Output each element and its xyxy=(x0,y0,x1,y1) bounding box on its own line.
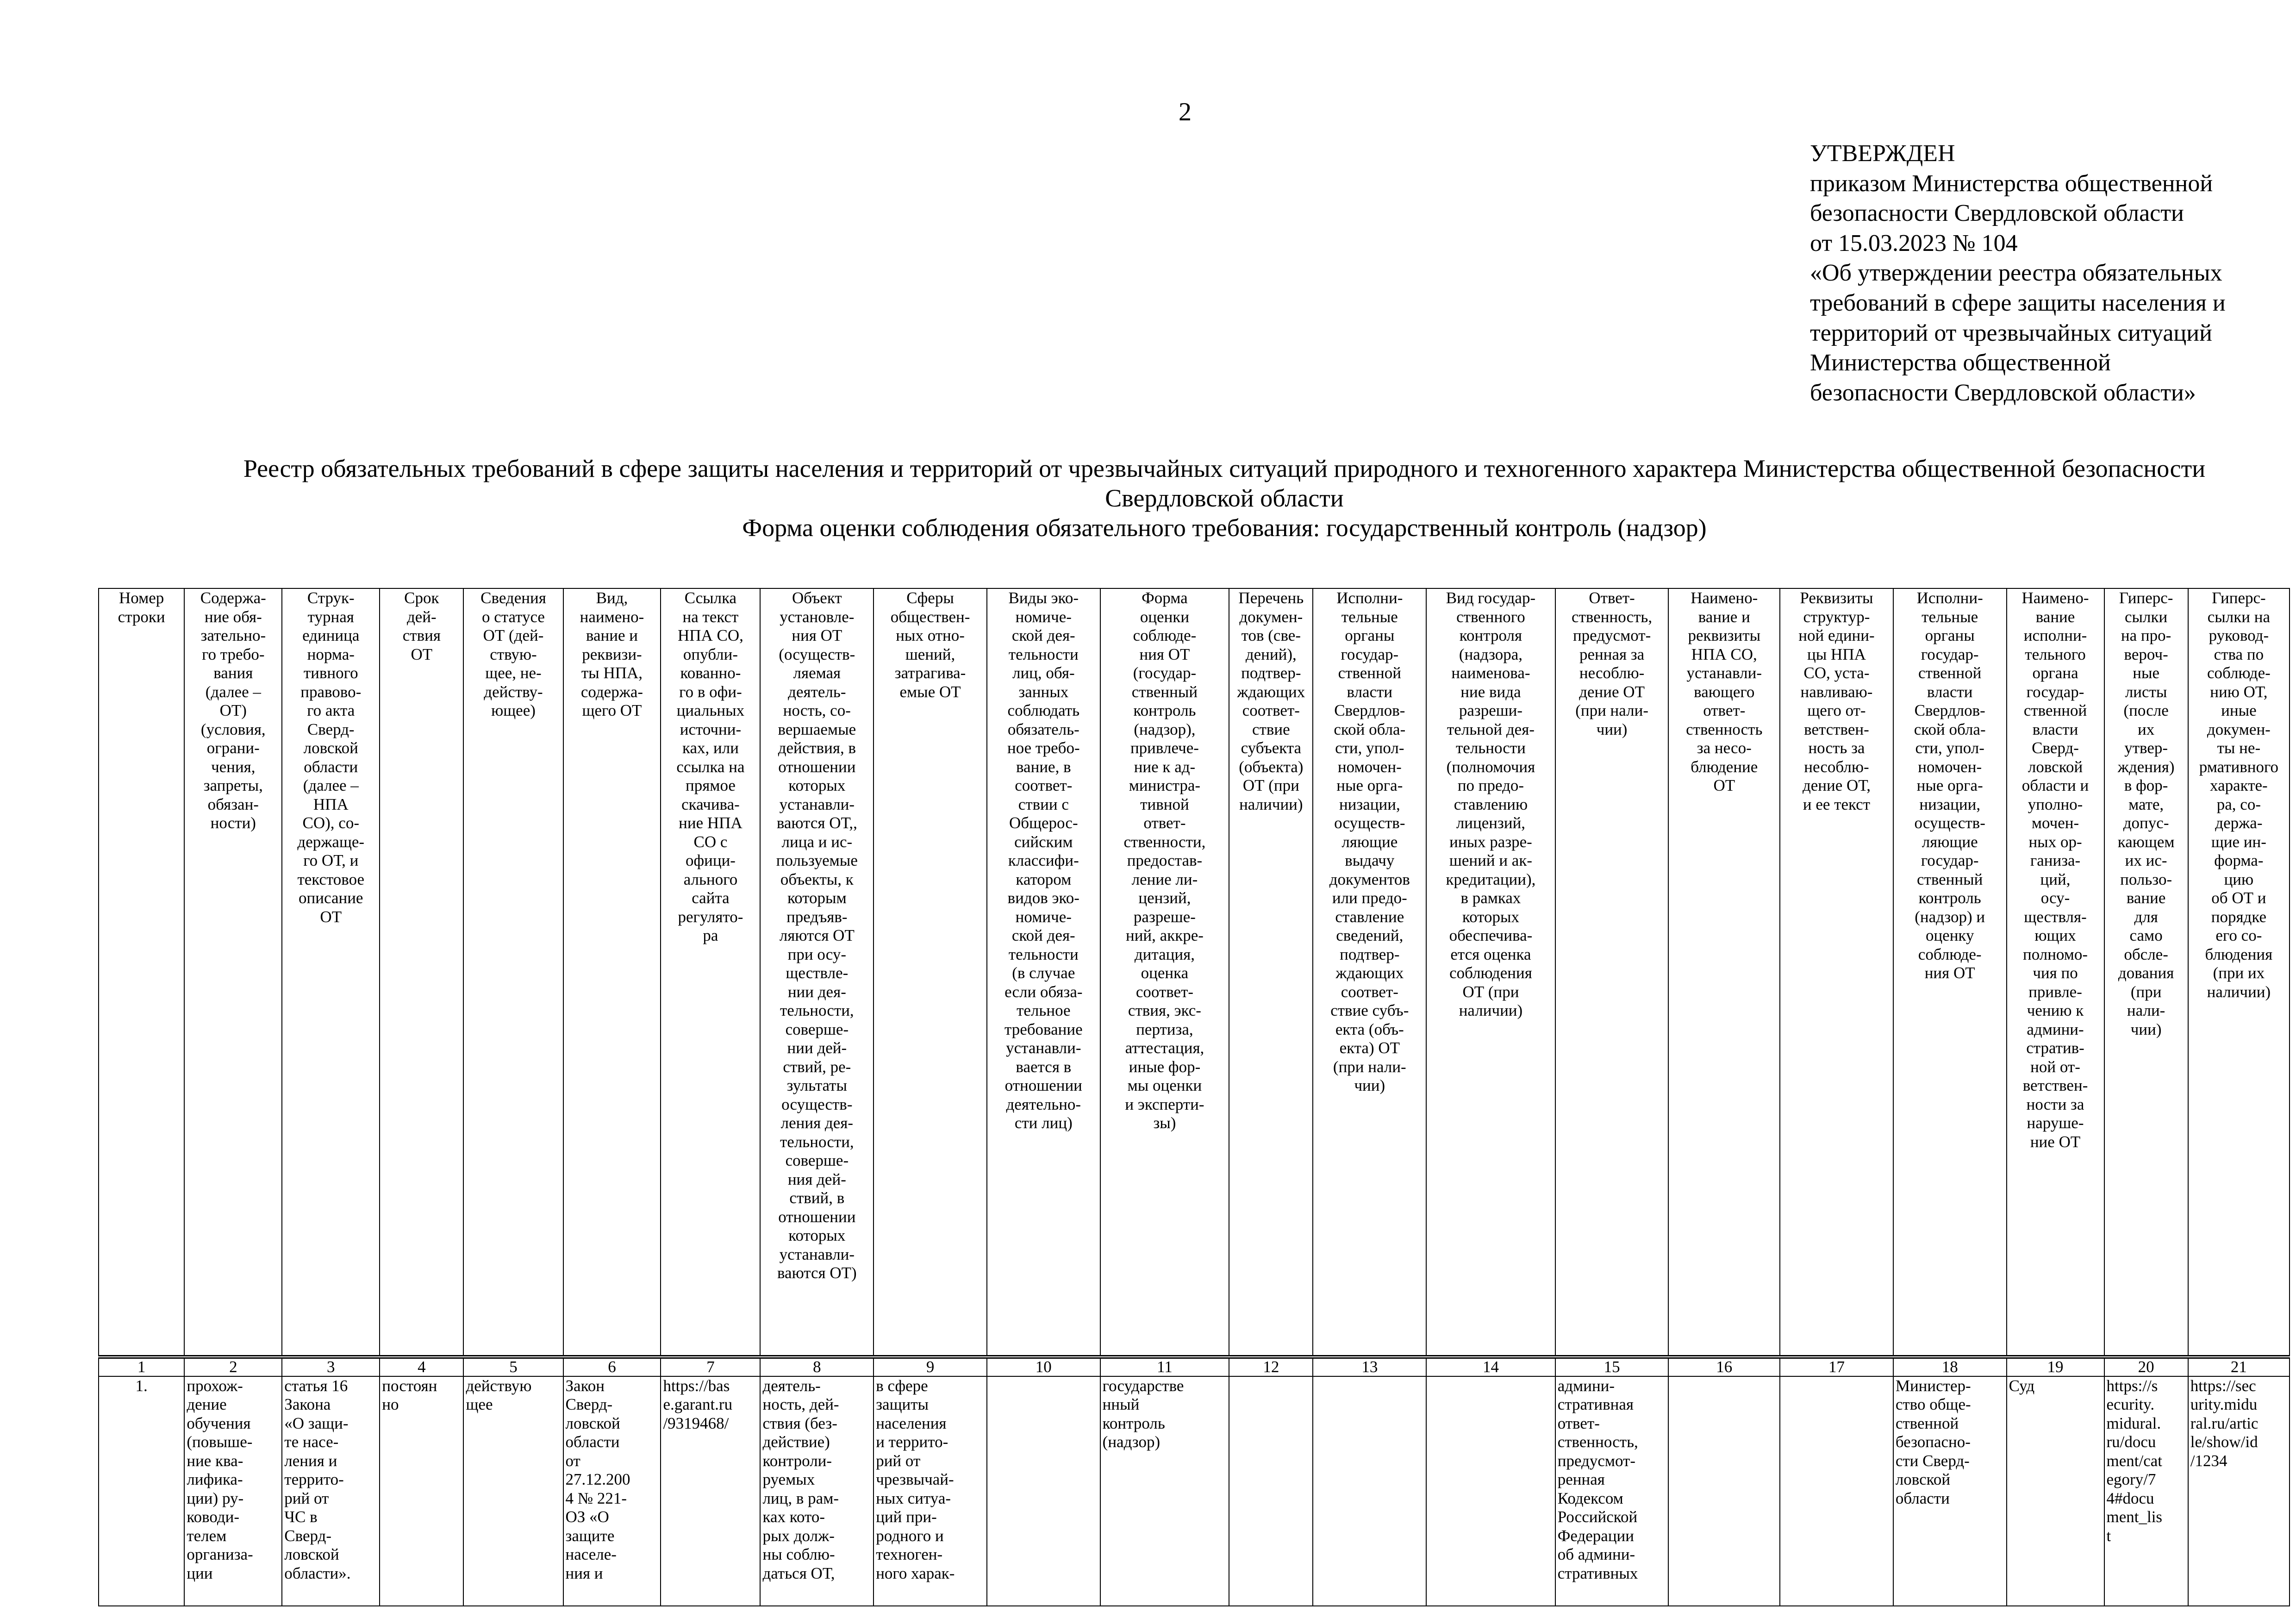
column-number: 7 xyxy=(661,1357,760,1376)
table-cell: статья 16 Закона «О защи- те насе- ления и террито- рий от ЧС в Сверд- ловской области». xyxy=(282,1376,380,1606)
column-header: Вид государ- ственного контроля (надзора, наименова- ние вида разреши- тельной дея- тельности (полномочия по предо- ставлению лицензий, иных разре- шений и ак- кредитации), в рамках которых обеспечива- ется оценка соблюдения ОТ (при наличии) xyxy=(1426,588,1555,1357)
approval-line: от 15.03.2023 № 104 xyxy=(1810,230,2018,256)
column-header: Номер строки xyxy=(99,588,184,1357)
table-cell xyxy=(1426,1376,1555,1606)
approval-line: УТВЕРЖДЕН xyxy=(1810,140,1955,167)
column-header: Перечень докумен- тов (све- дений), подтвер- ждающих соответ- ствие субъекта (объекта) ОТ (при наличии) xyxy=(1229,588,1313,1357)
column-number: 14 xyxy=(1426,1357,1555,1376)
column-number: 2 xyxy=(184,1357,282,1376)
title-line: Свердловской области xyxy=(1105,484,1344,512)
table-cell: прохож- дение обучения (повыше- ние ква- лифика- ции) ру- ководи- телем организа- ции xyxy=(184,1376,282,1606)
table-cell: 1. xyxy=(99,1376,184,1606)
column-header: Виды эко- номиче- ской дея- тельности лиц, обя- занных соблюдать обязатель- ное требо- вание, в соответ- ствии с Общерос- сийским классифи- катором видов эко- номиче- ской дея- тельности (в случае если обяза- тельное требование устанавли- вается в отношении деятельно- сти лиц) xyxy=(987,588,1100,1357)
table-cell: Министер- ство обще- ственной безопасно- сти Сверд- ловской области xyxy=(1893,1376,2007,1606)
column-number: 19 xyxy=(2007,1357,2104,1376)
guidance-link[interactable]: https://sec urity.midu ral.ru/artic le/show/id /1234 xyxy=(2188,1376,2290,1606)
approval-line: требований в сфере защиты населения и xyxy=(1810,289,2226,316)
table-cell: Суд xyxy=(2007,1376,2104,1606)
column-number: 21 xyxy=(2188,1357,2290,1376)
form-title: Форма оценки соблюдения обязательного требования: государственный контроль (надзор) xyxy=(742,514,1707,542)
table-cell: в сфере защиты населения и террито- рий от чрезвычай- ных ситуа- ций при- родного и техноген- ного харак- xyxy=(873,1376,987,1606)
column-header: Наимено- вание исполни- тельного органа государ- ственной власти Сверд- ловской области и уполно- мочен- ных ор- ганиза- ций, осу- ществля- ющих полномо- чия по привле- чению к админи- стратив- ной от- ветствен- ности за наруше- ние ОТ xyxy=(2007,588,2104,1357)
document-title xyxy=(102,454,2296,543)
approval-line: «Об утверждении реестра обязательных xyxy=(1810,260,2222,287)
approval-line: приказом Министерства общественной xyxy=(1810,170,2213,197)
column-header: Форма оценки соблюде- ния ОТ (государ- ственный контроль (надзор), привлече- ние к ад- министра- тивной ответ- ственности, предостав- ление ли- цензий, разреше- ний, аккре- дитация, оценка соответ- ствия, экс- пертиза, аттестация, иные фор- мы оценки и эксперти- зы) xyxy=(1100,588,1229,1357)
column-header: Сферы обществен- ных отно- шений, затрагива- емые ОТ xyxy=(873,588,987,1357)
checklist-link[interactable]: https://s ecurity. midural. ru/docu ment/cat egory/7 4#docu ment_lis t xyxy=(2104,1376,2188,1606)
column-number: 6 xyxy=(563,1357,661,1376)
column-header: Ответ- ственность, предусмот- ренная за несоблю- дение ОТ (при нали- чии) xyxy=(1555,588,1669,1357)
column-header: Исполни- тельные органы государ- ственной власти Свердлов- ской обла- сти, упол- номочен- ные орга- низации, осуществ- ляющие выдачу документов или предо- ставление сведений, подтвер- ждающих соответ- ствие субъ- екта (объ- екта) ОТ (при нали- чии) xyxy=(1313,588,1426,1357)
approval-line: безопасности Свердловской области xyxy=(1810,200,2184,227)
column-number: 17 xyxy=(1780,1357,1893,1376)
page-number: 2 xyxy=(1179,98,1192,126)
npa-link[interactable]: https://bas e.garant.ru /9319468/ xyxy=(661,1376,760,1606)
column-number: 3 xyxy=(282,1357,380,1376)
column-number: 20 xyxy=(2104,1357,2188,1376)
column-number: 18 xyxy=(1893,1357,2007,1376)
column-header: Струк- турная единица норма- тивного правово- го акта Сверд- ловской области (далее – НПА СО), со- держаще- го ОТ, и текстовое описание ОТ xyxy=(282,588,380,1357)
table-cell xyxy=(1313,1376,1426,1606)
column-number: 13 xyxy=(1313,1357,1426,1376)
table-cell xyxy=(1229,1376,1313,1606)
column-header: Наимено- вание и реквизиты НПА СО, устанавли- вающего ответ- ственность за несо- блюдение ОТ xyxy=(1668,588,1780,1357)
column-number: 10 xyxy=(987,1357,1100,1376)
column-number: 9 xyxy=(873,1357,987,1376)
table-cell xyxy=(1668,1376,1780,1606)
table-row xyxy=(99,1376,2290,1606)
table-cell: постоян но xyxy=(380,1376,463,1606)
column-header: Ссылка на текст НПА СО, опубли- кованно- го в офи- циальных источни- ках, или ссылка на прямое скачива- ние НПА СО с офици- ального сайта регулято- ра xyxy=(661,588,760,1357)
column-header: Сведения о статусе ОТ (дей- ствую- щее, не- действу- ющее) xyxy=(463,588,563,1357)
approval-line: территорий от чрезвычайных ситуаций xyxy=(1810,319,2212,346)
column-number: 4 xyxy=(380,1357,463,1376)
table-header-row xyxy=(99,588,2290,1357)
registry-table xyxy=(98,588,2290,1606)
column-header: Гиперс- сылки на про- вероч- ные листы (после их утвер- ждения) в фор- мате, допус- кающем их ис- пользо- вание для само обсле- дования (при нали- чии) xyxy=(2104,588,2188,1357)
table-cell: государстве нный контроль (надзор) xyxy=(1100,1376,1229,1606)
column-number: 5 xyxy=(463,1357,563,1376)
column-number: 11 xyxy=(1100,1357,1229,1376)
approval-stamp xyxy=(1810,139,2291,408)
column-number: 1 xyxy=(99,1357,184,1376)
table-cell: админи- стративная ответ- ственность, предусмот- ренная Кодексом Российской Федерации об админи- стративных xyxy=(1555,1376,1669,1606)
column-number-row xyxy=(99,1357,2290,1376)
approval-line: безопасности Свердловской области» xyxy=(1810,379,2196,406)
column-number: 12 xyxy=(1229,1357,1313,1376)
column-header: Вид, наимено- вание и реквизи- ты НПА, содержа- щего ОТ xyxy=(563,588,661,1357)
column-header: Объект установле- ния ОТ (осуществ- ляемая деятель- ность, со- вершаемые действия, в отношении которых устанавли- ваются ОТ,, лица и ис- пользуемые объекты, к которым предъяв- ляются ОТ при осу- ществле- нии дея- тельности, соверше- нии дей- ствий, ре- зультаты осуществ- ления дея- тельности, соверше- ния дей- ствий, в отношении которых устанавли- ваются ОТ) xyxy=(760,588,873,1357)
table-cell: деятель- ность, дей- ствия (без- действие) контроли- руемых лиц, в рам- ках кото- рых долж- ны соблю- даться ОТ, xyxy=(760,1376,873,1606)
column-header: Содержа- ние обя- зательно- го требо- вания (далее – ОТ) (условия, ограни- чения, запреты, обязан- ности) xyxy=(184,588,282,1357)
title-line: Реестр обязательных требований в сфере защиты населения и территорий от чрезвычайных ситуаций природного и техногенного характера Министерства общественной безопасности xyxy=(243,455,2206,482)
column-header: Гиперс- сылки на руковод- ства по соблюде- нию ОТ, иные докумен- ты не- рмативного характе- ра, со- держа- щие ин- форма- цию об ОТ и порядке его со- блюдения (при их наличии) xyxy=(2188,588,2290,1357)
table-cell xyxy=(987,1376,1100,1606)
column-number: 16 xyxy=(1668,1357,1780,1376)
approval-line: Министерства общественной xyxy=(1810,350,2111,376)
table-cell: Закон Сверд- ловской области от 27.12.200 4 № 221- ОЗ «О защите населе- ния и xyxy=(563,1376,661,1606)
column-header: Срок дей- ствия ОТ xyxy=(380,588,463,1357)
table-cell xyxy=(1780,1376,1893,1606)
column-header: Исполни- тельные органы государ- ственной власти Свердлов- ской обла- сти, упол- номочен- ные орга- низации, осуществ- ляющие государ- ственный контроль (надзор) и оценку соблюде- ния ОТ xyxy=(1893,588,2007,1357)
table-cell: действую щее xyxy=(463,1376,563,1606)
column-header: Реквизиты структур- ной едини- цы НПА СО, уста- навливаю- щего от- ветствен- ность за несоблю- дение ОТ, и ее текст xyxy=(1780,588,1893,1357)
column-number: 15 xyxy=(1555,1357,1669,1376)
column-number: 8 xyxy=(760,1357,873,1376)
